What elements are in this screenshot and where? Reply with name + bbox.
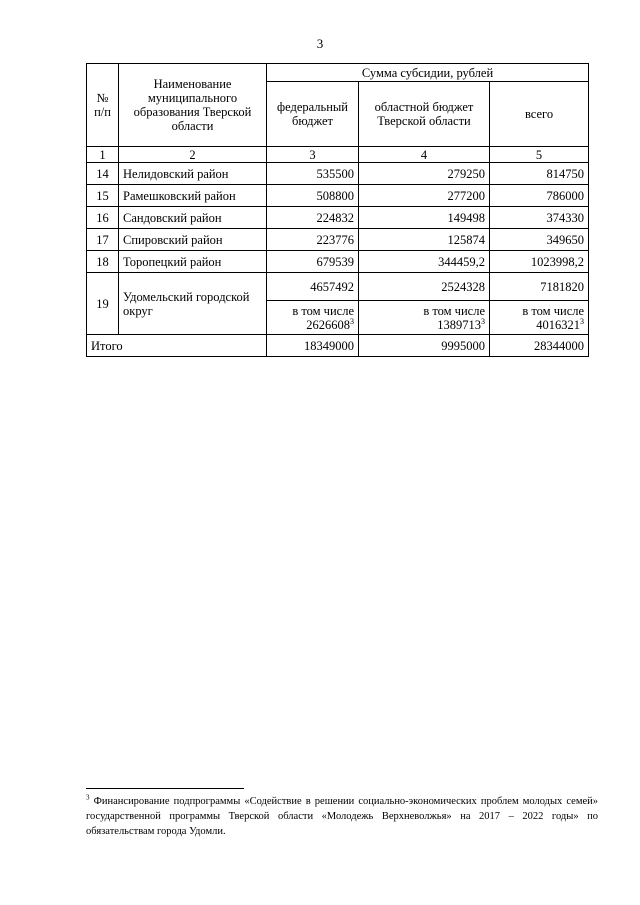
incl-value: 1389713 (437, 317, 481, 332)
row-19-federal: 4657492 (267, 273, 359, 301)
header-name-line-2: муниципального (147, 91, 238, 105)
total-regional: 9995000 (359, 335, 490, 357)
row-19-name-line-1: Удомельский городской (123, 289, 250, 304)
footnote-text: Финансирование подпрограммы «Содействие в решении социально-экономических проблем молодых семей» государственной программы Тверской области «Молодежь Верхневолжья» на 2017 – 2022 годы» по обязательствам города Удомли. (86, 796, 599, 837)
row-num: 18 (87, 251, 119, 273)
incl-label: в том числе (522, 303, 585, 318)
row-federal: 679539 (267, 251, 359, 273)
row-regional: 149498 (359, 207, 490, 229)
header-federal-line-1: федеральный (276, 100, 348, 114)
row-19-federal-incl (267, 301, 359, 335)
row-19-name (119, 273, 267, 335)
table-row (87, 207, 589, 229)
table-row (87, 163, 589, 185)
total-total: 28344000 (490, 335, 589, 357)
col-number-5: 5 (490, 147, 589, 163)
incl-label: в том числе (423, 303, 485, 318)
row-num: 16 (87, 207, 119, 229)
header-name-line-1: Наименование (153, 77, 232, 91)
incl-value: 2626608 (306, 317, 350, 332)
row-name: Нелидовский район (119, 163, 267, 185)
footnote-number: 3 (86, 793, 90, 802)
header-num (87, 64, 119, 147)
row-name: Спировский район (119, 229, 267, 251)
header-regional-line-2: Тверской области (377, 114, 471, 128)
row-name: Сандовский район (119, 207, 267, 229)
row-regional: 344459,2 (359, 251, 490, 273)
header-name-line-3: образования Тверской (133, 105, 252, 119)
row-total: 1023998,2 (490, 251, 589, 273)
col-number-4: 4 (359, 147, 490, 163)
row-federal: 508800 (267, 185, 359, 207)
header-regional-line-1: областной бюджет (374, 100, 474, 114)
row-federal: 223776 (267, 229, 359, 251)
header-num-line-1: № (96, 91, 109, 105)
header-row-1 (87, 64, 589, 82)
header-federal (267, 82, 359, 147)
row-total: 374330 (490, 207, 589, 229)
row-regional: 277200 (359, 185, 490, 207)
row-19-name-line-2: округ (123, 303, 153, 318)
row-num: 15 (87, 185, 119, 207)
table-row (87, 251, 589, 273)
row-num: 14 (87, 163, 119, 185)
table-row (87, 185, 589, 207)
row-num: 17 (87, 229, 119, 251)
subsidy-table (86, 63, 589, 357)
header-federal-line-2: бюджет (292, 114, 333, 128)
total-federal: 18349000 (267, 335, 359, 357)
row-name: Торопецкий район (119, 251, 267, 273)
footnote-mark: 3 (580, 316, 585, 326)
incl-label: в том числе (292, 303, 354, 318)
row-total: 349650 (490, 229, 589, 251)
total-label: Итого (87, 335, 267, 357)
footnote-divider (86, 788, 244, 789)
header-name-line-4: области (171, 119, 214, 133)
row-19-regional: 2524328 (359, 273, 490, 301)
row-19-regional-incl (359, 301, 490, 335)
row-total: 814750 (490, 163, 589, 185)
col-number-3: 3 (267, 147, 359, 163)
total-row (87, 335, 589, 357)
table-row (87, 229, 589, 251)
row-regional: 125874 (359, 229, 490, 251)
header-subsidy-group: Сумма субсидии, рублей (267, 64, 589, 82)
header-num-line-2: п/п (94, 105, 111, 119)
row-federal: 224832 (267, 207, 359, 229)
page-number: 3 (316, 36, 324, 51)
footnote-mark: 3 (350, 316, 354, 326)
row-federal: 535500 (267, 163, 359, 185)
row-total: 786000 (490, 185, 589, 207)
row-19-num: 19 (87, 273, 119, 335)
table-row-19-main (87, 273, 589, 301)
row-regional: 279250 (359, 163, 490, 185)
row-19-total: 7181820 (490, 273, 589, 301)
footnote-mark: 3 (481, 316, 485, 326)
row-19-total-incl (490, 301, 589, 335)
col-number-1: 1 (87, 147, 119, 163)
column-number-row (87, 147, 589, 163)
header-regional (359, 82, 490, 147)
incl-value: 4016321 (536, 317, 581, 332)
header-name (119, 64, 267, 147)
col-number-2: 2 (119, 147, 267, 163)
header-total: всего (490, 82, 589, 147)
footnote (86, 794, 598, 839)
row-name: Рамешковский район (119, 185, 267, 207)
